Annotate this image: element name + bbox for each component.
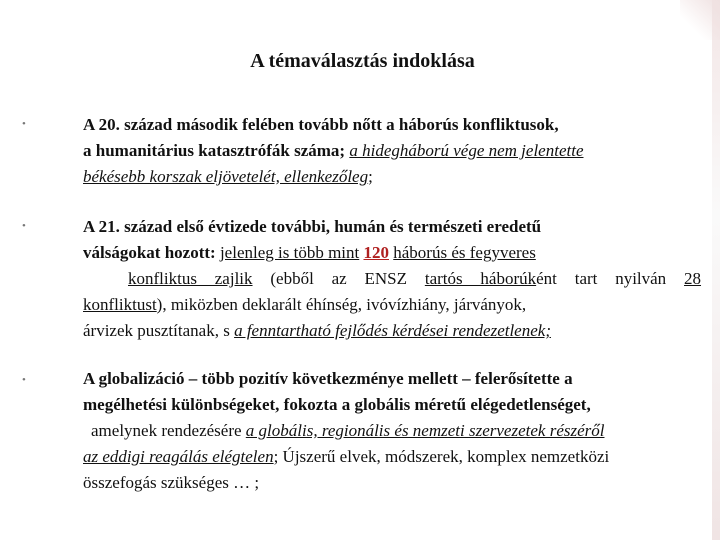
p1-line-3	[83, 164, 701, 190]
p2-conflict-count: 120	[363, 243, 389, 262]
p2-underlined-g: a fenntartható fejlődés kérdései rendezetlenek;	[234, 321, 551, 340]
p2-line-5	[83, 318, 701, 344]
p2-line-2	[83, 240, 701, 266]
paragraph-3	[83, 366, 701, 496]
p3-line-1: A globalizáció – több pozitív következménye mellett – felerősítette a	[83, 369, 573, 388]
p3-line-5: összefogás szükséges … ;	[83, 473, 260, 492]
paragraph-2	[83, 214, 701, 344]
p1-end: ;	[368, 167, 373, 186]
p3-underlined-b: az eddigi reagálás elégtelen	[83, 447, 274, 466]
p2-text-d: árvizek pusztítanak, s	[83, 321, 230, 340]
bullet-2: •	[22, 220, 26, 232]
p3-line-4	[83, 444, 701, 470]
bullet-3: •	[22, 374, 26, 386]
decorative-side-bar	[712, 0, 720, 540]
p3-underlined-a: a globális, regionális és nemzeti szervezetek részéről	[245, 421, 605, 440]
p2-underlined-d: tartós háborúk	[424, 269, 537, 288]
p1-line-2	[83, 138, 701, 164]
p3-text-b: ; Újszerű elvek, módszerek, komplex nemzetközi	[273, 447, 610, 466]
bullet-1: •	[22, 118, 26, 130]
p1-underlined-text-b: békésebb korszak eljövetelét, ellenkezőleg	[83, 167, 369, 186]
p2-underlined-a: jelenleg is több mint	[219, 243, 360, 262]
p2-text-c: ), miközben deklarált éhínség, ivóvízhiány, járványok,	[156, 295, 527, 314]
p2-underlined-f: konfliktust	[83, 295, 157, 314]
p2-bold-text: válságokat hozott:	[83, 243, 216, 262]
p2-line-3	[83, 266, 701, 292]
p1-underlined-text-a: a hidegháború vége nem jelentette	[349, 141, 584, 160]
p2-text-b: ént tart nyilván	[536, 269, 667, 288]
p3-line-2: megélhetési különbségeket, fokozta a globális méretű elégedetlenséget,	[83, 395, 591, 414]
p2-underlined-c: konfliktus zajlik	[128, 269, 253, 288]
p1-line-1: A 20. század második felében tovább nőtt a háborús konfliktusok,	[83, 115, 559, 134]
p2-text-a: (ebből az ENSZ	[270, 269, 408, 288]
p1-bold-text: a humanitárius katasztrófák száma;	[83, 141, 346, 160]
paragraph-1	[83, 112, 701, 190]
p3-text-a: amelynek rendezésére	[91, 421, 242, 440]
decorative-corner	[680, 0, 720, 40]
slide-title: A témaválasztás indoklása	[250, 50, 475, 72]
p2-underlined-b: háborús és fegyveres	[393, 243, 536, 262]
p3-line-3	[83, 418, 701, 444]
p2-underlined-e: 28	[684, 269, 702, 288]
p2-line-1: A 21. század első évtizede további, humán és természeti eredetű	[83, 217, 542, 236]
p2-line-4	[83, 292, 701, 318]
